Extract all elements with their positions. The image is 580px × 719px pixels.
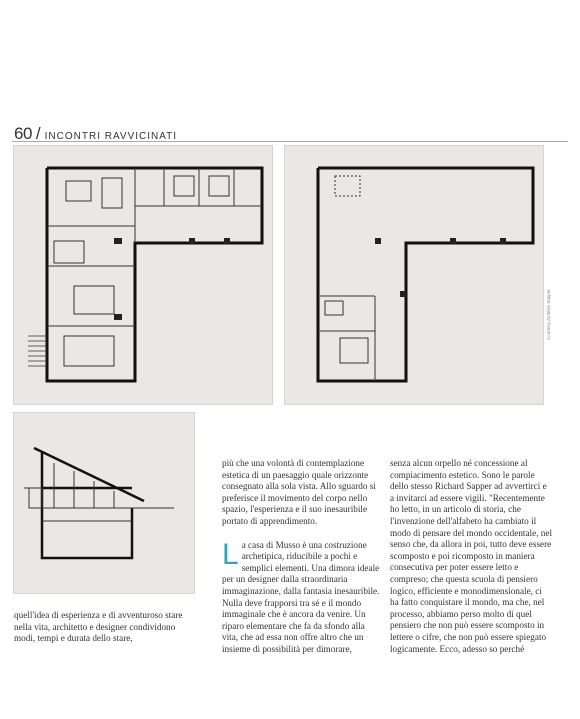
column-3-paragraph: senza alcun orpello né concessione al compiacimento estetico. Sono le parole dello stesso Richard Sapper ad avvertirci e a invitarci ad essere vigili. "Recentemente ho letto, in un articolo di storia, che l'invenzione dell'alfabeto ha cambiato il modo di pensare del mondo occidentale, nel senso che, da allora in poi, tutto deve essere scomposto e poi ricomposto in maniera consecutiva per poter essere letto e compreso; che questa scuola di pensiero logico, efficiente e monodimensionale, ci ha fatto conquistare il mondo, ma che, nel processo, abbiamo perso molto di quel pensiero che non può essere scomposto in lettere o cifre, che non può essere spiegato logicamente. Ecco, adesso so perché	[390, 458, 553, 654]
floor-plan-upper-drawing	[285, 146, 543, 404]
text-column-2	[222, 458, 380, 656]
column-1-paragraph: quell'idea di esperienza e di avventuroso stare nella vita, architetto e designer condividono modi, tempi e durata dello stare,	[14, 610, 183, 644]
column-2-intro-paragraph: più che una volontà di contemplazione estetica di un paesaggio quale orizzonte consegnato alla sola vista. Allo sguardo si preferisce il movimento del corpo nello spazio, l'esperienza e il suo inesauribile portato di apprendimento.	[222, 458, 376, 526]
section-drawing	[13, 412, 195, 594]
column-2-body-text: a casa di Musso è una costruzione archetipica, riducibile a pochi e semplici elementi. Una dimora ideale per un designer dalla straordinaria immaginazione, dalla fantasia inesauribile. Nulla deve frapporsi tra sé e il mondo immaginale che è ancora da venire. Un riparo elementare che fa da sfondo alla vita, che ad essa non offre altro che un insieme di possibilità per dimorare,	[222, 539, 380, 654]
header-separator: /	[35, 124, 41, 143]
column-2-body-paragraph	[222, 537, 380, 656]
text-column-3	[390, 458, 552, 655]
page-number: 60	[14, 124, 32, 143]
floor-plan-ground	[13, 145, 273, 405]
photo-credit: Courtesy Archivio Sapper	[546, 289, 551, 340]
section-title: INCONTRI RAVVICINATI	[44, 131, 178, 142]
floor-plan-upper	[284, 145, 544, 405]
section-drawing-svg	[14, 413, 194, 593]
floor-plan-ground-drawing	[14, 146, 272, 404]
drop-cap: L	[222, 537, 239, 571]
header-rule	[12, 141, 568, 142]
text-column-1	[14, 610, 184, 645]
